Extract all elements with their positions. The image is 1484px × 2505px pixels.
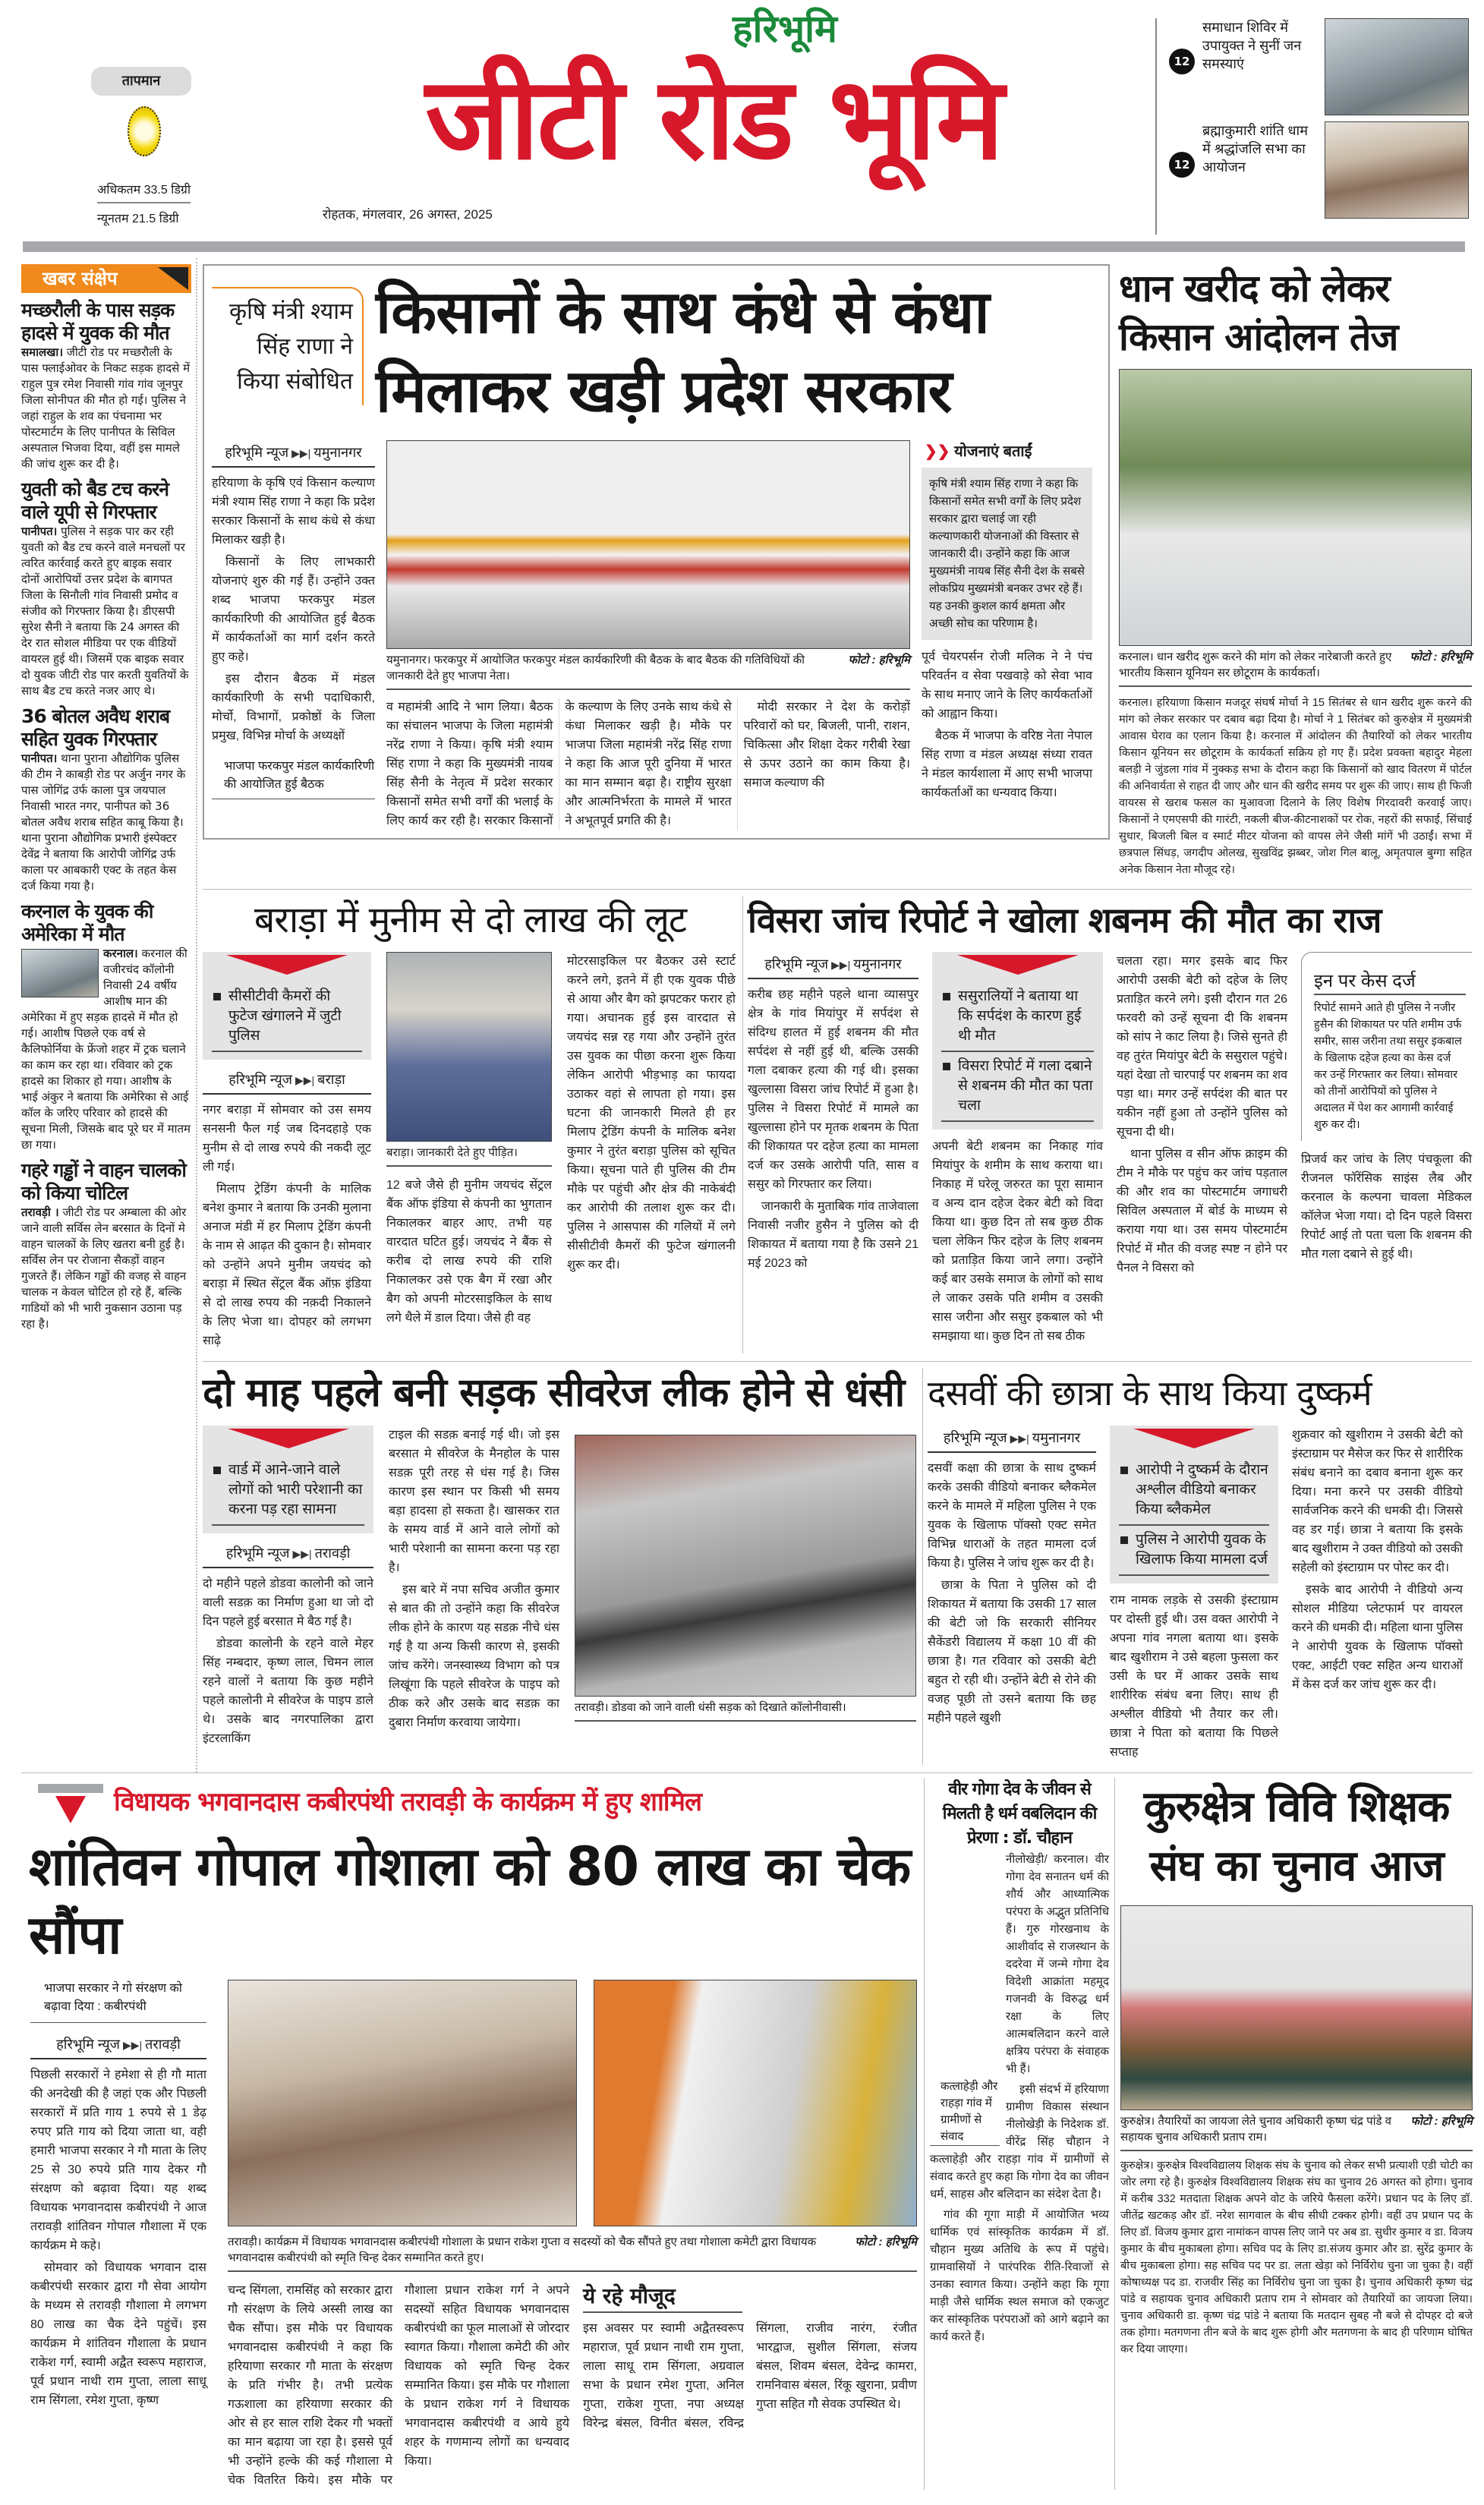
chevron-icon	[957, 955, 1079, 975]
case-box-title: इन पर केस दर्ज	[1314, 969, 1466, 995]
case-box	[1301, 952, 1472, 1141]
page-number-badge: 12	[1169, 152, 1195, 178]
paddy-body	[1119, 695, 1472, 878]
highlight-box: ससुरालियों ने बताया था कि सर्पदंश के कारण हुई थी मौत विसरा रिपोर्ट में गला दबाने से शबनम की मौत का पता चला	[932, 952, 1103, 1130]
class10-headline: दसवीं की छात्रा के साथ किया दुष्कर्म	[928, 1372, 1372, 1413]
byline: हरिभूमि न्यूज ▶▶| तरावड़ी	[203, 1541, 373, 1568]
barara-headline: बराड़ा में मुनीम से दो लाख की लूट	[254, 899, 687, 941]
lead-headline: किसानों के साथ कंधे से कंधा मिलाकर खड़ी प्रदेश सरकार	[376, 279, 989, 426]
gaushala-story[interactable]	[21, 1778, 918, 2490]
paragraph: चलता रहा। मगर इसके बाद फिर आरोपी उसकी बेटी को दहेज के लिए प्रताड़ित करने लगे। इसी दौरान गत 26 फरवरी को उन्हें सूचना दी कि शबनम को सांप ने काट लिया है। जिसे सुनते ही वह तुरंत मियांपुर बेटी के ससुराल पहुंचे। यहां देखा तो चारपाई पर शबनम का शव पड़ा था। मगर उन्हें सर्पदंश की बात पर यकीन नहीं हुआ तो उन्होंने पुलिस को सूचना दी थी।	[1117, 955, 1287, 1139]
road-story[interactable]	[203, 1368, 918, 1751]
paragraph: इस बारे में नपा सचिव अजीत कुमार से बात की तो उन्होंने कहा कि सीवरेज लीक होने के कारण यह सडक़ नीचे धंस गई है या अन्य किसी कारण से, इसकी जांच करेंगे। जनस्वास्थ्य विभाग को पत्र लिखूंगा कि पहले सीवरेज के पाइप को ठीक करे और उसके बाद सडक़ का दुबारा निर्माण करवाया जायेगा।	[389, 1583, 559, 1729]
byline: हरिभूमि न्यूज ▶▶| यमुनानगर	[212, 440, 375, 468]
victim-photo	[386, 952, 552, 1142]
paddy-photo-caption: फोटो : हरिभूमि करनाल। धान खरीद शुरू करने की मांग को लेकर नारेबाजी करते हुए भारतीय किसान यूनियन सर छोटूराम के कार्यकर्ता।	[1119, 646, 1472, 687]
cheque-handover-photo	[228, 1980, 577, 2226]
barara-body-col1	[203, 1101, 371, 1353]
sidebar-box: कृषि मंत्री श्याम सिंह राणा ने कहा कि किसानों समेत सभी वर्गों के लिए प्रदेश सरकार द्वारा चलाई जा रही कल्याणकारी योजनाओं की विस्तार से जानकारी दी। उन्होंने कहा कि आज मुख्यमंत्री नायब सिंह सैनी देश के सबसे लोकप्रिय मुख्यमंत्री बनकर उभर रहे हैं। यह उनकी कुशल कार्य क्षमता और अच्छी सोच का परिणाम है।	[922, 468, 1092, 640]
brief-body: पानीपत। थाना पुराना औद्योगिक पुलिस की टीम ने काबड़ी रोड पर अर्जुन नगर के पास जोगिंद्र उर्फ काला पुत्र जयपाल निवासी भारत नगर, पानीपत को 36 बोतल अवैध शराब सहित काबू किया है। थाना पुराना औद्योगिक प्रभारी इंस्पेक्टर देवेंद्र ने बताया कि आरोपी जोगिंद्र उर्फ काला पर आबकारी एक्ट के तहत केस दर्ज किया गया है।	[21, 752, 186, 893]
present-subhead: ये रहे मौजूद	[583, 2281, 742, 2313]
paragraph: दो महीने पहले डोडवा कालोनी को जाने वाली सडक़ का निर्माण हुआ था जो दो दिन पहले हुई बरसात मे बैठ गई है।	[203, 1577, 373, 1628]
barara-photo-caption: बराड़ा। जानकारी देते हुए पीड़ित।	[386, 1142, 552, 1167]
page-number-badge: 12	[1169, 49, 1195, 74]
kuk-headline: कुरुक्षेत्र विवि शिक्षक संघ का चुनाव आज	[1143, 1782, 1450, 1891]
memento-photo	[594, 1980, 917, 2226]
byline: हरिभूमि न्यूज ▶▶| यमुनानगर	[748, 952, 918, 979]
lead-bullet: भाजपा फरकपुर मंडल कार्यकारिणी की आयोजित हुई बैठक	[212, 753, 375, 799]
paragraph: इसी संदर्भ में हरियाणा ग्रामीण विकास संस्थान नीलोखेड़ी के निदेशक डॉ. वीरेंद्र सिंह चौहान ने कत्लाहेड़ी और राहड़ा गांव में ग्रामीणों से संवाद करते हुए कहा कि गोगा देव का जीवन धर्म, साहस और बलिदान का संदेश देता है।	[930, 2083, 1109, 2201]
barara-story[interactable]	[203, 896, 738, 1353]
promo-item[interactable]	[1169, 121, 1469, 219]
goga-story[interactable]	[930, 1778, 1109, 2349]
paragraph: छात्रा के पिता ने पुलिस को दी शिकायत में बताया कि उसकी 17 साल की बेटी जो कि सरकारी सीनियर सैकेंडरी विद्यालय में कक्षा 10 वीं की छात्रा है। गत रविवार को उसकी बेटी बहुत रो रही थी। उन्होंने बेटी से रोने की वजह पूछी तो उसने बताया कि छह महीने पहले खुशी	[928, 1579, 1096, 1725]
chevron-marker-icon	[38, 1784, 103, 1829]
lead-body-middle	[386, 698, 910, 830]
paragraph: व महामंत्री आदि ने भाग लिया। बैठक का संचालन भाजपा के जिला महामंत्री नरेंद्र राणा ने किया। कृषि मंत्री श्याम सिंह राणा ने कहा कि मुख्यमंत्री नायब सिंह सैनी के नेतृत्व में प्रदेश सरकार किसानों समेत सभी वर्गों की भलाई के लिए कार्य कर रही है। सरकार किसानों के कल्याण के लिए उनके साथ कंधे से कंधा मिलाकर खड़ी है। मौके पर भाजपा जिला महामंत्री नरेंद्र सिंह राणा ने कहा कि आज पूरी दुनिया में भारत का मान सम्मान बढ़ा है। राष्ट्रीय सुरक्षा और आत्मनिर्भरता के मामले में भारत ने अभूतपूर्व प्रगति की है।	[386, 701, 732, 827]
kuk-body	[1120, 2157, 1473, 2358]
paddy-headline: धान खरीद को लेकर किसान आंदोलन तेज	[1119, 266, 1398, 359]
brief-title: मच्छरौली के पास सड़क हादसे में युवक की मौत	[21, 299, 175, 344]
masthead-divider	[1155, 18, 1157, 235]
present-list: इस अवसर पर स्वामी अद्वैतस्वरूप महाराज, पूर्व प्रधान नाथी राम गुप्ता, लाला साधू राम सिंगला, अग्रवाल सभा के प्रधान रमेश गुप्ता, अनिल गुप्ता, राकेश गुप्ता, नपा अध्यक्ष विरेन्द्र बंसल, विनीत बंसल, रविन्द्र सिंगला, राजीव नारंग, रंजीत भारद्वाज, सुशील सिंगला, संजय बंसल, शिवम बंसल, देवेन्द्र कामरा, रामनिवास बंसल, रिंकू खुराना, प्रवीण गुप्ता सहित गौ सेवक उपस्थित थे।	[583, 2322, 917, 2430]
paragraph: इसके बाद आरोपी ने वीडियो अन्य सोशल मीडिया प्लेटफार्म पर वायरल करने की धमकी दी। महिला थाना पुलिस ने आरोपी युवक के खिलाफ पॉक्सो एक्ट, आईटी एक्ट सहित अन्य धाराओं में केस दर्ज कर जांच शुरू कर दी।	[1292, 1583, 1463, 1691]
gaushala-bullet: भाजपा सरकार ने गो संरक्षण को बढ़ावा दिया : कबीरपंथी	[30, 1980, 206, 2023]
paragraph: बैठक में भाजपा के वरिष्ठ नेता नेपाल सिंह राणा व मंडल अध्यक्ष संध्या रावत ने मंडल कार्यशाला में आए सभी भाजपा कार्यकर्ताओं का धन्यवाद किया।	[922, 729, 1092, 799]
road-body-col2	[389, 1426, 559, 1735]
paragraph: किसानों के लिए लाभकारी योजनाएं शुरु की गई हैं। उन्होंने उक्त शब्द भाजपा फरकपुर मंडल कार्यकारिणी की आयोजित हुई बैठक में कार्यकर्ताओं का मार्ग दर्शन करते हुए कहे।	[212, 556, 375, 663]
brand-logo: हरिभूमि	[733, 7, 837, 51]
byline: हरिभूमि न्यूज ▶▶| यमुनानगर	[928, 1426, 1096, 1453]
sun-icon	[128, 106, 161, 156]
promo-photo	[1325, 121, 1469, 219]
class10-story[interactable]	[928, 1368, 1473, 1765]
class10-body-col1	[928, 1459, 1096, 1731]
road-photo-caption: तरावड़ी। डोडवा को जाने वाली धंसी सड़क को दिखाते कॉलोनीवासी।	[575, 1697, 916, 1722]
lead-story[interactable]	[203, 264, 1110, 840]
sidebar-title: ❯❯ योजनाएं बताईं	[925, 443, 1032, 460]
brief-photo	[21, 949, 99, 997]
case-box-text: रिपोर्ट सामने आते ही पुलिस ने नजीर हुसैन की शिकायत पर पति शमीम उर्फ समीर, सास जरीना तथा ससुर इकबाल के खिलाफ दहेज हत्या का केस दर्ज कर उन्हें गिरफ्तार कर लिया। सोमवार को तीनों आरोपियों को पुलिस ने अदालत में पेश कर आगामी कार्रवाई शुरु कर दी।	[1314, 1002, 1462, 1131]
promo-item[interactable]	[1169, 18, 1469, 115]
min-temperature: न्यूनतम 21.5 डिग्री	[97, 213, 179, 225]
paragraph: पिछली सरकारों ने हमेशा से ही गौ माता की अनदेखी की है जहां एक और पिछली सरकारों में प्रति गाय 1 रुपये से 1 डेढ़ रुपए प्रति गाय को दिया जाता था, वही हमारी भाजपा सरकार ने गौ माता के लिए 25 से 30 रुपये प्रति गाय देकर गौ संरक्षण को बढ़ावा दिया। यह शब्द विधायक भगवानदास कबीरपंथी ने आज तरावड़ी शांतिवन गोपाल गौशाला में एक कार्यक्रम मे कहे।	[30, 2069, 206, 2252]
dateline: रोहतक, मंगलवार, 26 अगस्त, 2025	[323, 207, 493, 222]
paragraph: राम नामक लड़के से उसकी इंस्टाग्राम पर दोस्ती हुई थी। उस वक्त आरोपी ने अपना गांव नगला बताया था। इसके बाद खुशीराम ने उसे बहला फुसला कर उसी के घर में आकर उसके साथ शारीरिक संबंध बना लिए। साथ ही अश्लील वीडियो भी तैयार कर ली। छात्रा ने पिता को बताया कि पिछले सप्ताह	[1110, 1594, 1278, 1759]
column-divider	[742, 896, 743, 1353]
brief-body: तरावड़ी । जीटी रोड पर अम्बाला की ओर जाने वाली सर्विस लेन बरसात के दिनों मे वाहन चालकों के लिए खतरा बनी हुई है। सर्विस लेन पर रोजाना सैकड़ों वाहन गुजरते हैं। लेकिन गड्ढों की वजह से वाहन चालक न केवल चोटिल हो रहे हैं, बल्कि गाडियों को भी भारी नुकसान उठाना पड़ रहा है।	[21, 1205, 187, 1331]
paragraph: इस दौरान बैठक में मंडल कार्यकारिणी के सभी पदाधिकारी, मोर्चो, विभागों, प्रकोष्ठों के जिला प्रमुख, विभिन्न मोर्चा के अध्यक्षों	[212, 673, 375, 742]
news-briefs-column	[21, 258, 191, 1772]
promo-text: ब्रह्माकुमारी शांति धाम में श्रद्धांजलि सभा का आयोजन	[1202, 123, 1308, 175]
road-headline: दो माह पहले बनी सड़क सीवरेज लीक होने से धंसी	[203, 1370, 905, 1416]
lead-photo-caption: फोटो : हरिभूमि यमुनानगर। फरकपुर में आयोजित फरकपुर मंडल कार्यकारिणी की बैठक के बाद बैठक की गतिविधियों की जानकारी देते हुए भाजपा नेता।	[386, 649, 910, 690]
paragraph: चन्द सिंगला, रामसिंह को सरकार द्वारा गौ संरक्षण के लिये अस्सी लाख का चैक सौंपा। इस मौके पर विधायक भगवानदास कबीरपंथी ने कहा कि हरियाणा सरकार गौ माता के संरक्षण के प्रति गंभीर है। तभी प्रत्येक गऊशाला का हरियाणा सरकार की ओर से हर साल राशि देकर गौ भक्तों का मान बढ़ाया जा रहा है। इससे पूर्व भी उन्होंने हल्के की कई गौशाला मे चेक वितरित किये। इस मौके पर गौशाला प्रधान राकेश गर्ग ने अपने सदस्यों सहित विधायक भगवानदास कबीरपंथी का फूल मालाओं से जोरदार स्वागत किया। गौशाला कमेटी की ओर विधायक को स्मृति चिन्ह देकर सम्मानित किया। इस मौके पर गौशाला के प्रधान राकेश गर्ग ने विधायक भगवानदास कबीरपंथी व आये हुये शहर के गणमान्य लोगों का धन्यवाद किया।	[228, 2284, 569, 2487]
gaushala-body-cols	[228, 2281, 569, 2490]
lead-body-right	[922, 648, 1092, 805]
election-preparation-photo	[1120, 1905, 1473, 2110]
paragraph: 12 बजे जैसे ही मुनीम जयचंद सेंट्रल बैंक ऑफ इंडिया से कंपनी का भुगतान निकालकर बाहर आए, तभी यह वारदात घटित हुई। जयचंद ने बैंक से करीब दो लाख रुपये की राशि निकालकर उसे एक बैग में रखा और बैग को अपनी मोटरसाइकिल के साथ लगे थैले में डाल दिया। जैसे ही वह	[386, 1179, 552, 1325]
brief-body: समालखा। जीटी रोड पर मच्छरौली के पास फ्लाईओवर के निकट सड़क हादसे में राहुल पुत्र रमेश निवासी गांव गांव जूनपुर जिला सोनीपत की मौत हो गई। पुलिस ने जहां राहुल के शव का पंचनामा भर पोस्टमार्टम के लिए पानीपत के सिविल अस्पताल भिजवा दिया, वहीं इस मामले की जांच शुरू कर दी है।	[21, 345, 191, 471]
masthead	[0, 0, 1484, 258]
sunken-road-photo	[575, 1435, 916, 1697]
byline: हरिभूमि न्यूज ▶▶| बराड़ा	[203, 1067, 371, 1095]
brief-title: युवती को बैड टच करने वाले यूपी से गिरफ्तार	[21, 478, 169, 523]
brief-title: 36 बोतल अवैध शराब सहित युवक गिरफ्तार	[21, 705, 170, 750]
gaushala-headline: शांतिवन गोपाल गोशाला को 80 लाख का चेक सौंपा	[29, 1835, 911, 1966]
paragraph: मिलाप ट्रेडिंग कंपनी के मालिक बनेश कुमार ने बताया कि उनकी मुलाना अनाज मंडी में हर मिलाप ट्रेडिंग कंपनी के नाम से आढ़त की दुकान है। सोमवार को उन्होंने अपने मुनीम जयचंद को बराड़ा में स्थित सेंट्रल बैंक ऑफ़ इंडिया से दो लाख रुपय की नक़दी निकालने के लिए भेजा था। दोपहर को लगभग साढ़े	[203, 1183, 371, 1347]
visra-body-col3	[1117, 952, 1287, 1281]
column-divider	[196, 258, 197, 1772]
class10-body-col2	[1110, 1591, 1278, 1765]
barara-body-col3	[567, 952, 736, 1278]
brief-item[interactable]	[21, 478, 191, 699]
gaushala-photo-caption: फोटो : हरिभूमि तरावड़ी। कार्यक्रम में विधायक भगवानदास कबीरपंथी गोशाला के प्रधान राकेश गुप्ता व सदस्यों को चैक सौंपते हुए तथा गोशाला कमेटी द्वारा विधायक भगवानदास कबीरपंथी को स्मृति चिन्ह देकर सम्मानित करते हुए।	[228, 2231, 917, 2272]
paragraph: मोदी सरकार ने देश के करोड़ों परिवारों को घर, बिजली, पानी, राशन, चिकित्सा और शिक्षा देकर गरीबी रेखा से ऊपर उठाने का काम किया है। समाज कल्याण की	[743, 701, 910, 789]
gaushala-body-left	[30, 2065, 206, 2413]
byline: हरिभूमि न्यूज ▶▶| तरावड़ी	[30, 2032, 206, 2059]
paddy-photo	[1119, 369, 1472, 646]
column-divider	[924, 1778, 925, 2490]
brief-item[interactable]	[21, 1159, 191, 1332]
chevron-icon	[1133, 1429, 1255, 1448]
barara-body-col2	[386, 1176, 552, 1331]
masthead-title: जीटी रोड भूमि	[425, 53, 1002, 185]
highlight-box: वार्ड में आने-जाने वाले लोगों को भारी परेशानी का करना पड़ रहा सामना	[203, 1426, 373, 1533]
briefs-header-flag	[158, 267, 188, 290]
paragraph: हरियाणा के कृषि एवं किसान कल्याण मंत्री श्याम सिंह राणा ने कहा कि प्रदेश सरकार किसानों के साथ कंधे से कंधा मिलाकर खड़ी है।	[212, 477, 375, 547]
paragraph: जानकारी के मुताबिक गांव ताजेवाला निवासी नजीर हुसैन ने पुलिस को दी शिकायत में बताया गया है कि उसने 21 मई 2023 को	[748, 1200, 918, 1270]
brief-title: गहरे गड्ढों ने वाहन चालको को किया चोटिल	[21, 1159, 186, 1204]
paragraph: थाना पुलिस व सीन ऑफ क्राइम की टीम ने मौके पर पहुंच कर जांच पड़ताल की और शव का पोस्टमार्टम जगाधरी सिविल अस्पताल में बोर्ड के माध्यम से कराया गया था। उस समय पोस्टमार्टम रिपोर्ट में मौत की वजह स्पष्ट न होने पर पैनल ने विसरा को	[1117, 1148, 1287, 1275]
brief-item[interactable]	[21, 894, 191, 1153]
kuk-story[interactable]	[1120, 1778, 1473, 2361]
brief-body: पानीपत। पुलिस ने सड़क पार कर रही युवती को बैड टच करने वाले मनचलों पर त्वरित कार्रवाई करते हुए बाइक सवार दोनों आरोपियों उत्तर प्रदेश के बागपत जिला के सिनौली गांव निवासी प्रमोद व संजीव को गिरफ्तार किया है। डीएसपी सुरेश सैनी ने बताया कि 24 अगस्त की देर रात सोशल मीडिया पर एक वीडियों वायरल हुई थी। जिसमें एक बाइक सवार दो युवक जीटी रोड पार करती युवतियों के साथ बैड टच करते नजर आए थे।	[21, 525, 189, 698]
brief-item[interactable]	[21, 299, 191, 472]
double-chevron-icon: ❯❯	[925, 443, 955, 460]
visra-body-col2	[932, 1137, 1103, 1349]
paragraph: पूर्व चेयरपर्सन रोजी मलिक ने ने पंच परिवर्तन व सेवा पखवाड़े को सेवा भाव के साथ मनाए जाने के लिए कार्यकर्ताओं को आह्वान किया।	[922, 651, 1092, 720]
paragraph: कुरुक्षेत्र। कुरुक्षेत्र विश्वविद्यालय शिक्षक संघ के चुनाव को लेकर सभी प्रत्याशी एडी चोटी का जोर लगा रहे है। कुरुक्षेत्र विश्वविद्यालय शिक्षक संघ का चुनाव 26 अगस्त को होगा। चुनाव में करीब 332 मतदाता शिक्षक अपने वोट के जरिये फैसला करेंगे। प्रधान पद के लिए डॉ. जीतेंद्र खटकड़ और डॉ. नरेश सागवाल के बीच सीधी टक्कर होगी। वहीं उप प्रधान पद के लिए डॉ. विजय कुमार द्वारा नामांकन वापस लिए जाने पर अब डा. सुधीर कुमार व डा. विजय कुमार के बीच मुकाबला होगा। सचिव पद के लिए डा.संजय कुमार और डा. सुरेंद्र कुमार के बीच मुकाबला होगा। सह सचिव पद पर डा. लता खेड़ा को निर्विरोध चुना जा चुका है। वहीं कोषाध्यक्ष पद डा. राजवीर सिंह का निर्विरोध चुना जा चुका है। चुनाव अधिकारी कृष्ण चंद्र पांडे व सहायक चुनाव अधिकारी प्रताप राम ने सोमवार को तैयारियों का जायजा लिया। चुनाव अधिकारी डा. कृष्ण चंद्र पांडे ने बताया कि मतदान सुबह नौ बजे से दोपहर दो बजे तक होगा। मतगणना तीन बजे के बाद शुरू होगी और मतगणना के बाद ही परिणाम घोषित कर दिया जाएगा।	[1120, 2160, 1473, 2355]
paragraph: शुक्रवार को खुशीराम ने उसकी बेटी को इंस्टाग्राम पर मैसेज कर फिर से शारीरिक संबंध बनाने का दबाव बनाना शुरू कर दिया। मना करने पर उसकी वीडियो सार्वजनिक करने की धमकी दी। जिससे वह डर गई। छात्रा ने बताया कि इसके बाद खुशीराम ने उक्त वीडियो को उसकी सहेली को इंस्टाग्राम पर पोस्ट कर दी।	[1292, 1429, 1463, 1574]
visra-body-col4	[1301, 1150, 1472, 1267]
road-body-col1	[203, 1574, 373, 1751]
goga-bullet: कत्लाहेड़ी और राहड़ा गांव में ग्रामीणों से संवाद	[930, 2078, 1000, 2146]
paragraph: गांव की गूगा माड़ी में आयोजित भव्य धार्मिक एवं सांस्कृतिक कार्यक्रम में डॉ. चौहान मुख्य अतिथि के रूप में पहुंचे। ग्रामवासियों ने पारंपरिक रीति-रिवाजों से उनका स्वागत किया। उन्होंने कहा कि गूगा माड़ी जैसे धार्मिक स्थल समाज को एकजुट कर सांस्कृतिक परंपराओं को आगे बढ़ाने का कार्य करते हैं।	[930, 2208, 1109, 2343]
class10-body-col3	[1292, 1426, 1463, 1697]
kuk-photo-caption: फोटो : हरिभूमि कुरुक्षेत्र। तैयारियों का जायजा लेते चुनाव अधिकारी कृष्ण चंद्र पांडे व सहायक चुनाव अधिकारी प्रताप राम।	[1120, 2110, 1473, 2151]
visra-body-col1	[748, 985, 918, 1276]
lead-photo	[386, 440, 910, 649]
column-divider	[922, 1368, 923, 1765]
goga-headline: वीर गोगा देव के जीवन से मिलती है धर्म वबलिदान की प्रेरणा : डॉ. चौहान	[942, 1780, 1097, 1848]
briefs-header	[21, 264, 191, 293]
paragraph: डोडवा कालोनी के रहने वाले मेहर सिंह नम्बदार, कृष्ण लाल, चिमन लाल रहने वालों ने बताया कि कुछ महीने पहले कालोनी मे सीवरेज के पाइप डाले थे। उसके बाद नगरपालिका द्वारा इंटरलाकिंग	[203, 1637, 373, 1745]
paragraph: नीलोखेड़ी/ करनाल। वीर गोगा देव सनातन धर्म की शौर्य और आध्यात्मिक परंपरा के अद्भुत प्रतिनिधि हैं। गुरु गोरखनाथ के आशीर्वाद से राजस्थान के ददरेवा में जन्मे गोगा देव विदेशी आक्रांता महमूद गजनवी के विरुद्ध धर्म रक्षा के लिए आत्मबलिदान करने वाले क्षत्रिय परंपरा के संवाहक भी हैं।	[1006, 1853, 1109, 2075]
masthead-bar	[23, 241, 1465, 252]
paragraph: सोमवार को विधायक भगवान दास कबीरपंथी सरकार द्वारा गौ सेवा आयोग के मध्यम से तरावड़ी गौशाला मे लगभग 80 लाख का चैक देने पहुंचें। इस कार्यक्रम मे शांतिवन गौशाला के प्रधान राकेश गर्ग, स्वामी अद्वैत स्वरूप महाराज, पूर्व प्रधान नाथी राम गुप्ता, लाला साधू राम सिंगला, रमेश गुप्ता, कृष्ण	[30, 2261, 206, 2407]
chevron-icon	[228, 1429, 349, 1448]
paragraph: दसवीं कक्षा की छात्रा के साथ दुष्कर्म करके उसकी वीडियो बनाकर ब्लैकमेल करने के मामले में महिला पुलिस ने एक युवक के खिलाफ पॉक्सो एक्ट समेत विभिन्न धाराओं के तहत मामला दर्ज किया है। पुलिस ने जांच शुरू कर दी है।	[928, 1462, 1096, 1570]
lead-body-left	[212, 474, 375, 748]
promo-text: समाधान शिविर में उपायुक्त ने सुनीं जन समस्याएं	[1202, 20, 1302, 71]
gaushala-kicker: विधायक भगवानदास कबीरपंथी तरावड़ी के कार्यक्रम में हुए शामिल	[114, 1787, 701, 1817]
column-divider	[1114, 1778, 1115, 2490]
max-temperature: अधिकतम 33.5 डिग्री	[97, 182, 191, 203]
paragraph: अपनी बेटी शबनम का निकाह गांव मियांपुर के शमीम के साथ कराया था। निकाह में घरेलू जरुरत का पूरा सामान व अन्य दान दहेज देकर बेटी को विदा किया था। कुछ दिन तो सब कुछ ठीक चला लेकिन फिर दहेज के लिए शबनम को प्रताड़ित किया जाने लगा। उन्होंने कई बार उसके समाज के लोगों को साथ ले जाकर उसके पति शमीम व उसकी सास जरीना और ससुर इकबाल को भी समझाया था। कुछ दिन तो सब ठीक	[932, 1140, 1103, 1343]
visra-headline: विसरा जांच रिपोर्ट ने खोला शबनम की मौत का राज	[748, 900, 1382, 941]
visra-story[interactable]	[748, 896, 1473, 1349]
paddy-story[interactable]	[1119, 264, 1472, 881]
brief-item[interactable]	[21, 705, 191, 894]
promo-photo	[1325, 18, 1469, 115]
paragraph: करनाल। हरियाणा किसान मजदूर संघर्ष मोर्चा ने 15 सितंबर से धान खरीद शुरू करने की मांग को लेकर सरकार पर दबाव बढ़ा दिया है। मोर्चा ने 1 सितंबर को कुरुक्षेत्र में मुख्यमंत्री आवास घेराव का एलान किया है। करनाल में आंदोलन की तैयारियों को लेकर भारतीय किसान यूनियन सर छोटूराम के कार्यकर्ता सक्रिय हो गए हैं। प्रदेश प्रवक्ता बहादुर मेहला बलड़ी ने जुंडला गांव में नुक्कड़ सभा के दौरान कहा कि किसानों को खाद वितरण में पोर्टल की अनिवार्यता से राहत दी जाए और धान की खरीद समय पर शुरू की जाए। साथ ही फिजी वायरस से खराब फसल का मुआवजा दिलाने के लिए विशेष गिरदावरी करवाई जाए। किसानों ने एमएसपी की गारंटी, नकली बीज-कीटनाशकों पर रोक, नहरों की सफाई, सिंचाई सुधार, बिजली बिल व स्मार्ट मीटर योजना को वापस लेने जैसी मांगें भी उठाईं। सभा में छत्रपाल सिंधड़, जगदीप ओलख, सुखविंद्र झब्बर, जोश गिल बालू, अमृतपाल बुग्गा सहित अनेक किसान नेता मौजूद रहे।	[1119, 697, 1472, 876]
highlight-box: आरोपी ने दुष्कर्म के दौरान अश्लील वीडियो बनाकर किया ब्लैकमेल पुलिस ने आरोपी युवक के खिलाफ किया मामला दर्ज	[1110, 1426, 1278, 1583]
paragraph: नगर बराड़ा में सोमवार को उस समय सनसनी फैल गई जब दिनदहाड़े एक मुनीम से दो लाख रुपये की नकदी लूट ली गई।	[203, 1104, 371, 1174]
paragraph: मोटरसाइकिल पर बैठकर उसे स्टार्ट करने लगे, इतने में ही एक युवक पीछे से आया और बैग को झपटकर फरार हो गया। अचानक हुई इस वारदात से जयचंद सन्न रह गया और उन्होंने तुरंत उस युवक का पीछा करना शुरू किया लेकिन आरोपी भीड़भाड़ का फायदा उठाकर वहां से लापता हो गया। इस घटना की जानकारी मिलते ही हर मिलाप ट्रेडिंग कंपनी के मालिक बनेश कुमार ने तुरंत बराड़ा पुलिस को सूचित किया। सूचना पाते ही पुलिस की टीम मौके पर पहुंची और क्षेत्र की नाकेबंदी कर आरोपी की तलाश शुरू कर दी। पुलिस ने आसपास की गलियों में लगे सीसीटीवी कैमरों की फुटेज खंगालनी शुरू कर दी।	[567, 955, 736, 1271]
lead-deck: कृषि मंत्री श्याम सिंह राणा ने किया संबोधित	[212, 287, 364, 405]
paragraph: करीब छह महीने पहले थाना व्यासपुर क्षेत्र के गांव मियांपुर में सर्पदंश से संदिग्ध हालत में हुई शबनम की मौत सर्पदंश से नहीं हुई थी, बल्कि उसकी गला दबाकर हत्या की गई थी। इसका खुल्लासा विसरा जांच रिपोर्ट में हुआ है। पुलिस ने विसरा रिपोर्ट में मामले का खुल्लासा होने पर मृतक शबनम के पिता की शिकायत पर दहेज हत्या का मामला दर्ज कर उसके आरोपी पति, सास व ससुर को गिरफ्तार कर लिया।	[748, 988, 918, 1191]
highlight-box: सीसीटीवी कैमरों की फुटेज खंगालने में जुटी पुलिस	[203, 952, 371, 1060]
brief-body: करनाल। करनाल की वजीरचंद कॉलोनी निवासी 24 वर्षीय आशीष मान की अमेरिका में हुए सड़क हादसे में मौत हो गई। आशीष पिछले एक वर्ष से कैलिफोर्निया के फ्रेंजो शहर में ट्रक चलाने का काम कर रहा था। रविवार को ट्रक हादसे का शिकार हो गया। आशीष के भाई अंकुर ने बताया कि अमेरिका से आई कॉल के जरिए परिवार को हादसे की सूचना मिली, जिसके बाद पूरे घर में मातम छा गया।	[21, 947, 191, 1152]
chevron-icon	[226, 955, 348, 975]
briefs-header-label: खबर संक्षेप	[43, 268, 118, 289]
paragraph: प्रिजर्व कर जांच के लिए पंचकूला की रीजनल फॉरेंसिक साइंस लैब और करनाल के कल्पना चावला मेडिकल कॉलेज भेजा गया। दो दिन पहले विसरा रिपोर्ट आई तो पता चला कि शबनम की मौत गला दबाने से हुई थी।	[1301, 1153, 1472, 1261]
temperature-label: तापमान	[91, 67, 191, 96]
brief-title: करनाल के युवक की अमेरिका में मौत	[21, 900, 153, 945]
paragraph: टाइल की सडक़ बनाई गई थी। जो इस बरसात मे सीवरेज के मैनहोल के पास सडक़ पूरी तरह से धंस गई है। जिस कारण इस स्थान पर किसी भी समय बड़ा हादसा हो सकता है। खासकर रात के समय वार्ड में आने वाले लोगों को भारी परेशानी का सामना करना पड़ रहा है।	[389, 1429, 559, 1574]
